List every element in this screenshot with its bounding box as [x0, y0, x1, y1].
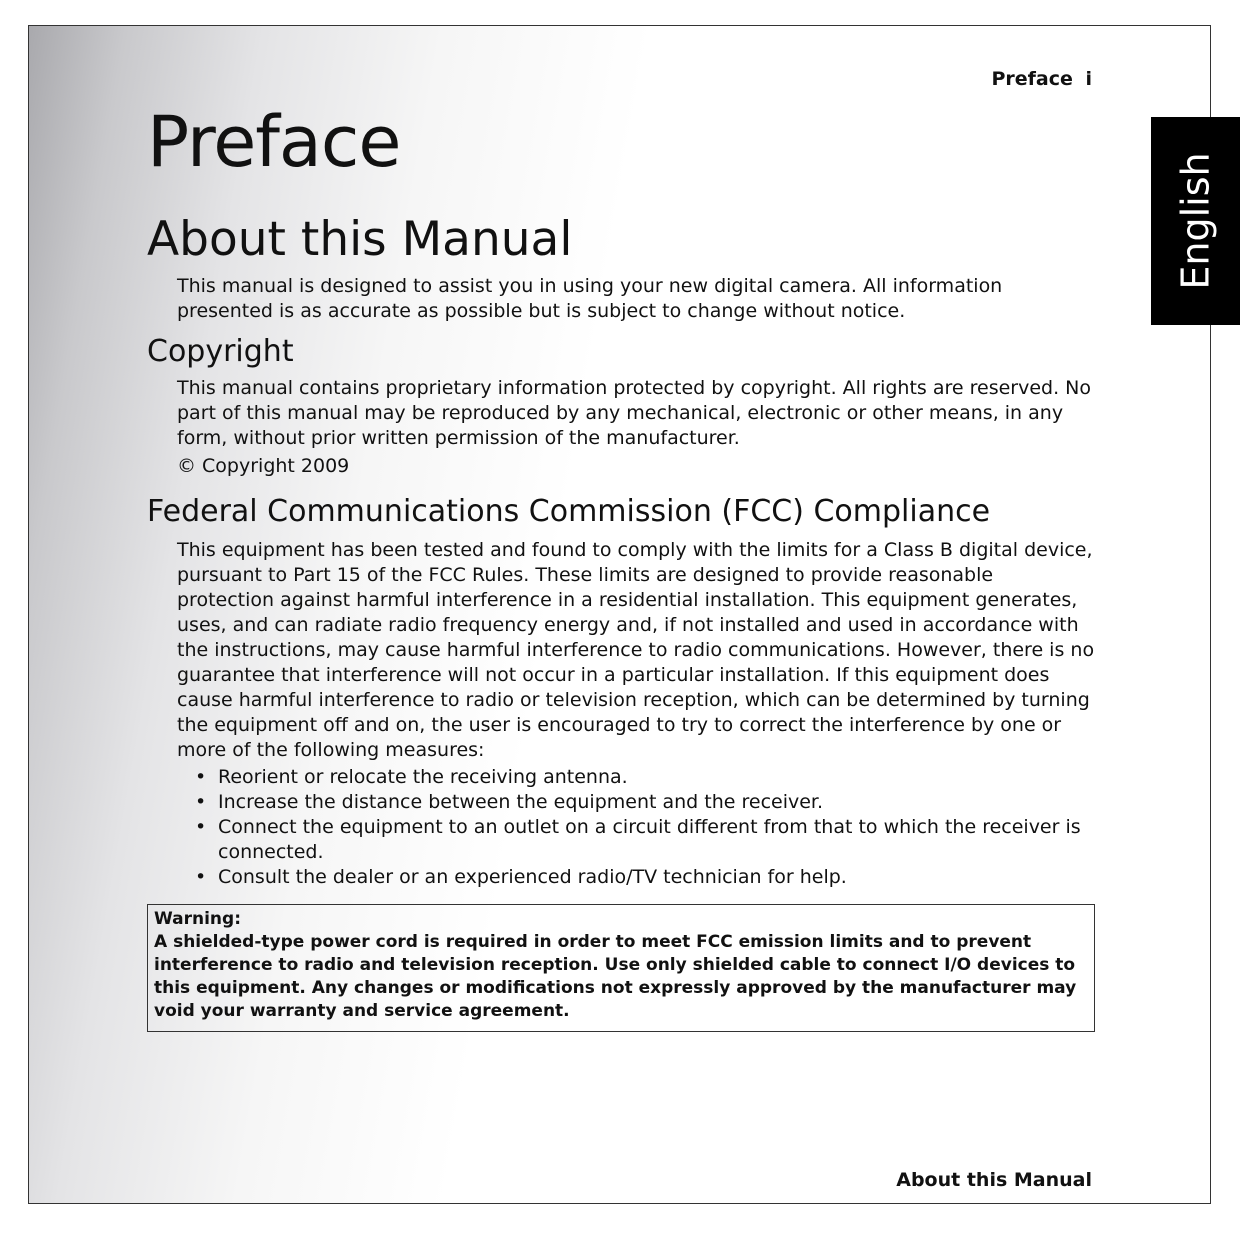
- fcc-paragraph: This equipment has been tested and found to comply with the limits for a Class B digital device, pursuant to Part 15 of the FCC Rules. These limits are designed to provide reasonable protection against harmful interference in a residential installation. This equipment generates, uses, and can radiate radio frequency energy and, if not installed and used in accordance with the instructions, may cause harmful interference to radio communications. However, there is no guarantee that interference will not occur in a particular installation. If this equipment does cause harmful interference to radio or television reception, which can be determined by turning the equipment off and on, the user is encouraged to try to correct the interference by one or more of the following measures:: [177, 539, 1095, 761]
- warning-label: Warning:: [154, 909, 242, 929]
- copyright-paragraph: This manual contains proprietary information protected by copyright. All rights are reserved. No part of this manual may be reproduced by any mechanical, electronic or other means, in any form, without prior written permission of the manufacturer.: [177, 377, 1092, 449]
- running-footer: About this Manual: [896, 1169, 1092, 1191]
- page-content: [147, 98, 1095, 1032]
- page-title: Preface: [147, 101, 401, 183]
- list-item: [195, 790, 1095, 815]
- list-item: [195, 765, 1095, 790]
- about-manual-heading: About this Manual: [147, 212, 573, 267]
- bullet-icon: •: [195, 791, 207, 813]
- list-item-text: Reorient or relocate the receiving antenna.: [218, 766, 628, 788]
- copyright-heading: Copyright: [147, 334, 294, 369]
- running-header: Preface i: [991, 68, 1092, 90]
- list-item: [195, 815, 1095, 865]
- bullet-icon: •: [195, 816, 207, 838]
- list-item-text: Connect the equipment to an outlet on a circuit different from that to which the receiver is connected.: [218, 816, 1081, 863]
- language-tab-label: English: [1173, 152, 1218, 290]
- list-item: [195, 865, 1095, 890]
- list-item-text: Consult the dealer or an experienced radio/TV technician for help.: [218, 866, 847, 888]
- about-manual-paragraph: This manual is designed to assist you in using your new digital camera. All information presented is as accurate as possible but is subject to change without notice.: [177, 275, 1003, 322]
- bullet-icon: •: [195, 766, 207, 788]
- warning-text: A shielded-type power cord is required in order to meet FCC emission limits and to prevent interference to radio and television reception. Use only shielded cable to connect I/O devices to this equipment. Any changes or modifications not expressly approved by the manufacturer may void your warranty and service agreement.: [154, 932, 1077, 1021]
- language-tab: [1151, 117, 1240, 325]
- bullet-icon: •: [195, 866, 207, 888]
- list-item-text: Increase the distance between the equipment and the receiver.: [218, 791, 824, 813]
- fcc-measures-list: [147, 765, 1095, 890]
- warning-box: [147, 904, 1095, 1032]
- fcc-heading: Federal Communications Commission (FCC) Compliance: [147, 494, 991, 529]
- copyright-notice: © Copyright 2009: [177, 455, 350, 477]
